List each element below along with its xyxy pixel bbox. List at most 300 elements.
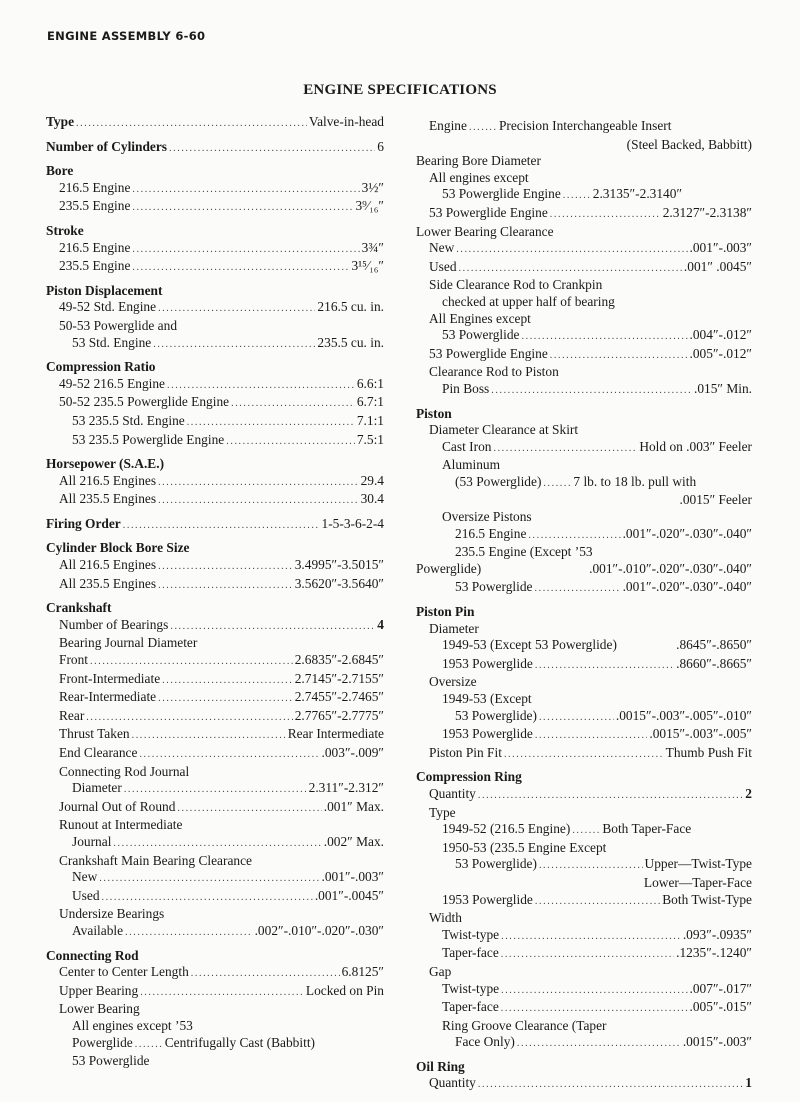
dot-leader xyxy=(491,383,692,400)
dot-leader xyxy=(231,396,355,413)
spec-value: Upper—Twist-Type xyxy=(644,856,752,872)
dot-leader xyxy=(550,348,688,365)
spec-label: Oversize xyxy=(429,674,477,690)
dot-leader xyxy=(139,747,319,764)
dot-leader xyxy=(478,788,743,805)
spec-label: 50-52 235.5 Powerglide Engine xyxy=(59,394,230,410)
spec-section xyxy=(46,456,384,510)
spec-value: .003″-.009″ xyxy=(321,745,384,760)
spec-value: .002″ Max. xyxy=(323,833,384,849)
spec-row xyxy=(416,439,752,458)
spec-label: Connecting Rod Journal xyxy=(59,763,190,779)
spec-label: Diameter xyxy=(429,620,479,636)
spec-label: 235.5 Engine xyxy=(59,258,131,274)
spec-label: Compression Ring xyxy=(416,769,522,785)
spec-label: Compression Ratio xyxy=(46,359,156,375)
spec-value: Valve-in-head xyxy=(308,114,384,129)
section-heading xyxy=(46,359,384,376)
spec-row xyxy=(416,153,752,170)
dot-leader xyxy=(158,578,293,595)
dot-leader xyxy=(86,710,292,727)
spec-value: Rear Intermediate xyxy=(287,726,384,742)
spec-value: 235.5 cu. in. xyxy=(317,334,384,350)
section-heading xyxy=(46,114,384,133)
spec-value: 3.4995″-3.5015″ xyxy=(294,557,384,573)
spec-row xyxy=(416,526,752,545)
spec-value: 3¹⁵⁄₁₆″ xyxy=(351,258,384,274)
spec-row xyxy=(46,780,384,799)
section-heading xyxy=(416,1059,752,1076)
spec-label: Crankshaft Main Bearing Clearance xyxy=(59,852,252,868)
dot-leader xyxy=(459,261,682,278)
spec-row xyxy=(416,821,752,840)
dot-leader xyxy=(99,871,319,888)
spec-value: 2 xyxy=(745,785,752,801)
spec-section xyxy=(46,139,384,158)
spec-row xyxy=(416,964,752,981)
spec-row xyxy=(416,674,752,691)
dot-leader xyxy=(478,1077,743,1094)
spec-row xyxy=(416,170,752,187)
dot-leader xyxy=(76,116,307,133)
spec-value: 2.7145″-2.7155″ xyxy=(294,670,384,686)
spec-label: Stroke xyxy=(46,222,84,238)
spec-value: 6.8125″ xyxy=(341,964,384,980)
spec-label: All 216.5 Engines xyxy=(59,557,157,573)
spec-label: 216.5 Engine xyxy=(59,179,131,195)
spec-section xyxy=(46,540,384,594)
dot-leader xyxy=(539,710,614,727)
spec-row xyxy=(46,726,384,745)
spec-row xyxy=(416,327,752,346)
spec-row xyxy=(416,474,752,493)
spec-label: 53 Powerglide Engine xyxy=(442,186,561,202)
dot-leader xyxy=(535,658,674,675)
spec-label: Twist-type xyxy=(442,980,500,996)
spec-row xyxy=(416,277,752,294)
spec-label: Aluminum xyxy=(442,457,501,473)
spec-label: Pin Boss xyxy=(442,380,490,396)
spec-value: 2.3135″-2.3140″ xyxy=(592,186,683,202)
spec-label: Piston Pin xyxy=(416,604,475,620)
spec-label: 1953 Powerglide xyxy=(442,726,533,742)
spec-label: Number of Cylinders xyxy=(46,138,168,154)
spec-label: 53 Powerglide) xyxy=(455,707,537,723)
dot-leader xyxy=(153,337,315,354)
spec-section xyxy=(46,948,384,1070)
spec-row xyxy=(46,869,384,888)
spec-label: Engine xyxy=(429,118,467,133)
section-heading xyxy=(416,604,752,621)
dot-leader xyxy=(504,747,664,764)
spec-row xyxy=(46,888,384,907)
spec-value: 3⁹⁄₁₆″ xyxy=(355,198,384,214)
spec-row xyxy=(46,983,384,1002)
spec-row xyxy=(416,364,752,381)
spec-row xyxy=(46,413,384,432)
spec-value: .001″-.003″ xyxy=(321,869,384,885)
spec-value: .0015″-.003″-.005″-.010″ xyxy=(615,707,752,723)
dot-leader xyxy=(501,929,681,946)
section-heading xyxy=(46,283,384,300)
dot-leader xyxy=(132,182,359,199)
dot-leader xyxy=(158,475,358,492)
spec-row xyxy=(46,335,384,354)
spec-label: 235.5 Engine xyxy=(59,198,131,214)
dot-leader xyxy=(501,947,674,964)
spec-label: 53 Powerglide Engine xyxy=(429,204,548,220)
dot-leader xyxy=(90,654,293,671)
spec-value: .005″-.015″ xyxy=(689,999,752,1015)
spec-label: Upper Bearing xyxy=(59,982,139,998)
section-heading xyxy=(46,139,384,158)
spec-value: 6.6:1 xyxy=(356,375,384,391)
spec-row xyxy=(46,180,384,199)
spec-label: 53 Std. Engine xyxy=(72,334,152,350)
spec-row xyxy=(46,964,384,983)
spec-label: Piston Displacement xyxy=(46,282,163,298)
spec-value: 4 xyxy=(377,616,384,632)
spec-row xyxy=(416,637,752,656)
spec-label: All Engines except xyxy=(429,310,531,326)
dot-leader xyxy=(170,619,375,636)
spec-value: 2.7765″-2.7775″ xyxy=(294,707,384,723)
spec-row xyxy=(46,491,384,510)
spec-row xyxy=(416,544,752,561)
spec-label: 53 Powerglide Engine xyxy=(429,345,548,361)
spec-row xyxy=(416,726,752,745)
dot-leader xyxy=(528,528,620,545)
section-heading xyxy=(46,948,384,965)
spec-label: Number of Bearings xyxy=(59,616,169,632)
spec-section xyxy=(416,1059,752,1094)
spec-section xyxy=(416,769,752,1053)
spec-label: Rear-Intermediate xyxy=(59,689,157,705)
spec-label: Front xyxy=(59,652,89,668)
spec-section xyxy=(46,283,384,353)
spec-label: Available xyxy=(72,922,124,938)
spec-value: .001″ .0045″ xyxy=(683,258,752,274)
spec-label: Connecting Rod xyxy=(46,947,139,963)
spec-label: Ring Groove Clearance (Taper xyxy=(442,1017,607,1033)
spec-row xyxy=(46,376,384,395)
spec-label: Bearing Journal Diameter xyxy=(59,635,198,651)
spec-label: 49-52 Std. Engine xyxy=(59,299,157,315)
spec-value: 6 xyxy=(377,138,384,154)
spec-row xyxy=(46,1053,384,1070)
spec-label: Type xyxy=(429,804,456,820)
spec-section xyxy=(46,516,384,535)
spec-section xyxy=(416,118,752,400)
spec-row xyxy=(46,799,384,818)
spec-value: .8660″-.8665″ xyxy=(676,655,752,671)
spec-label: 1953 Powerglide xyxy=(442,655,533,671)
spec-row xyxy=(416,346,752,365)
spec-value: Hold on .003″ Feeler xyxy=(639,438,752,454)
spec-value: .001″-.020″-.030″-.040″ xyxy=(622,579,752,595)
spec-label: All 235.5 Engines xyxy=(59,575,157,591)
section-heading xyxy=(46,540,384,557)
spec-row xyxy=(416,259,752,278)
spec-label: Type xyxy=(46,114,75,129)
spec-row xyxy=(46,240,384,259)
spec-row xyxy=(46,394,384,413)
spec-label: Cylinder Block Bore Size xyxy=(46,540,190,556)
dot-leader xyxy=(456,242,687,259)
spec-label: Powerglide xyxy=(72,1034,133,1050)
spec-value: 30.4 xyxy=(360,491,384,507)
spec-section xyxy=(46,163,384,217)
spec-row xyxy=(416,999,752,1018)
dot-leader xyxy=(501,983,687,1000)
spec-row xyxy=(416,927,752,946)
spec-row xyxy=(46,576,384,595)
spec-label: End Clearance xyxy=(59,745,138,760)
dot-leader xyxy=(177,801,321,818)
spec-label: All engines except xyxy=(429,169,529,185)
spec-row xyxy=(416,224,752,241)
spec-row xyxy=(416,381,752,400)
spec-row xyxy=(416,840,752,857)
spec-row xyxy=(416,856,752,875)
spec-label: Crankshaft xyxy=(46,600,112,616)
spec-value: Lower—Taper-Face xyxy=(643,874,752,890)
spec-row xyxy=(46,652,384,671)
dot-leader xyxy=(162,673,293,690)
spec-row xyxy=(416,945,752,964)
spec-label: Twist-type xyxy=(442,926,500,942)
dot-leader xyxy=(563,188,591,205)
spec-value: .007″-.017″ xyxy=(689,980,752,996)
spec-row xyxy=(416,805,752,822)
spec-row xyxy=(416,561,752,580)
spec-label: 1949-53 (Except 53 Powerglide) xyxy=(442,637,617,653)
spec-row xyxy=(46,923,384,942)
dot-leader xyxy=(140,985,304,1002)
dot-leader xyxy=(123,518,320,535)
spec-row xyxy=(46,198,384,217)
spec-label: checked at upper half of bearing xyxy=(442,293,615,309)
spec-label: 53 Powerglide xyxy=(442,327,520,343)
spec-value: .001″-.010″-.020″-.030″-.040″ xyxy=(589,560,752,576)
spec-row xyxy=(416,579,752,598)
spec-label: Front-Intermediate xyxy=(59,670,161,686)
spec-row xyxy=(416,294,752,311)
spec-label: Taper-face xyxy=(442,999,499,1015)
spec-label: Journal Out of Round xyxy=(59,798,176,814)
spec-row xyxy=(416,137,752,154)
spec-value: 2.311″-2.312″ xyxy=(308,780,384,796)
page-title: ENGINE SPECIFICATIONS xyxy=(303,82,497,98)
spec-value: .001″-.0045″ xyxy=(314,887,384,903)
spec-label: (53 Powerglide) xyxy=(455,473,542,489)
spec-row xyxy=(416,1034,752,1053)
spec-row xyxy=(46,617,384,636)
section-heading xyxy=(416,769,752,786)
spec-label: Lower Bearing xyxy=(59,1001,140,1017)
spec-row xyxy=(46,689,384,708)
spec-label: Rear xyxy=(59,707,85,723)
dot-leader xyxy=(535,728,647,745)
spec-value: 29.4 xyxy=(360,472,384,488)
dot-leader xyxy=(572,823,600,840)
dot-leader xyxy=(187,415,355,432)
spec-row xyxy=(416,981,752,1000)
spec-row xyxy=(46,708,384,727)
spec-value: Centrifugally Cast (Babbitt) xyxy=(164,1034,315,1050)
spec-row xyxy=(416,509,752,526)
spec-label: Quantity xyxy=(429,785,476,801)
dot-leader xyxy=(167,378,355,395)
dot-leader xyxy=(158,301,315,318)
spec-label: Center to Center Length xyxy=(59,964,189,980)
spec-label: Powerglide) xyxy=(416,560,482,576)
spec-label: 53 235.5 Std. Engine xyxy=(72,412,185,428)
spec-row xyxy=(416,1018,752,1035)
spec-value: .002″-.010″-.020″-.030″ xyxy=(254,922,384,938)
spec-value: 7.5:1 xyxy=(356,431,384,447)
spec-row xyxy=(46,432,384,451)
spec-value: Both Taper-Face xyxy=(602,821,692,837)
spec-row xyxy=(46,473,384,492)
spec-row xyxy=(416,118,752,137)
spec-row xyxy=(46,258,384,277)
spec-value: 1 xyxy=(745,1075,752,1091)
spec-label: Diameter xyxy=(72,780,122,796)
spec-row xyxy=(46,635,384,652)
spec-label: Firing Order xyxy=(46,515,121,531)
spec-label: Thrust Taken xyxy=(59,726,130,742)
spec-label: All 235.5 Engines xyxy=(59,491,157,507)
spec-value: Both Twist-Type xyxy=(662,891,752,907)
spec-value: .1235″-.1240″ xyxy=(676,945,752,961)
spec-value: 3¾″ xyxy=(361,239,384,255)
spec-label: New xyxy=(429,240,455,256)
spec-row xyxy=(46,1018,384,1035)
spec-row xyxy=(416,892,752,911)
spec-value: .005″-.012″ xyxy=(689,345,752,361)
spec-value: 2.6835″-2.6845″ xyxy=(294,652,384,668)
spec-row xyxy=(46,906,384,923)
spec-value: 7 lb. to 18 lb. pull with xyxy=(573,473,697,489)
section-heading xyxy=(46,456,384,473)
dot-leader xyxy=(226,434,355,451)
spec-label: Oversize Pistons xyxy=(442,509,532,525)
spec-row xyxy=(416,492,752,509)
spec-row xyxy=(46,1001,384,1018)
spec-row xyxy=(46,764,384,781)
spec-label: Taper-face xyxy=(442,945,499,961)
spec-row xyxy=(416,621,752,638)
spec-row xyxy=(416,186,752,205)
spec-label: Horsepower (S.A.E.) xyxy=(46,456,165,472)
spec-value: (Steel Backed, Babbitt) xyxy=(626,136,752,152)
dot-leader xyxy=(158,559,293,576)
spec-label: Bore xyxy=(46,163,74,179)
spec-section xyxy=(46,359,384,450)
page-header: ENGINE ASSEMBLY 6-60 xyxy=(47,29,206,43)
spec-row xyxy=(46,834,384,853)
spec-label: Bearing Bore Diameter xyxy=(416,153,541,169)
spec-label: 1949-52 (216.5 Engine) xyxy=(442,821,571,837)
spec-row xyxy=(416,1075,752,1094)
section-heading xyxy=(46,163,384,180)
spec-row xyxy=(416,786,752,805)
dot-leader xyxy=(493,441,637,458)
dot-leader xyxy=(125,925,253,942)
dot-leader xyxy=(135,1037,163,1054)
spec-value: 7.1:1 xyxy=(356,412,384,428)
dot-leader xyxy=(522,329,688,346)
spec-row xyxy=(46,817,384,834)
spec-label: Lower Bearing Clearance xyxy=(416,223,554,239)
dot-leader xyxy=(535,581,621,598)
spec-label: Side Clearance Rod to Crankpin xyxy=(429,277,603,293)
spec-row xyxy=(416,656,752,675)
spec-value: .001″-.020″-.030″-.040″ xyxy=(622,525,752,541)
dot-leader xyxy=(102,890,313,907)
spec-label: Journal xyxy=(72,833,112,849)
dot-leader xyxy=(469,120,497,137)
section-heading xyxy=(46,516,384,535)
spec-value: 2.3127″-2.3138″ xyxy=(662,204,752,220)
spec-label: Cast Iron xyxy=(442,438,492,454)
section-heading xyxy=(416,406,752,423)
spec-label: 53 Powerglide) xyxy=(455,856,537,872)
spec-label: 235.5 Engine (Except ’53 xyxy=(455,544,593,560)
dot-leader xyxy=(539,858,643,875)
spec-label: Face Only) xyxy=(455,1034,515,1050)
spec-row xyxy=(416,745,752,764)
dot-leader xyxy=(132,242,359,259)
spec-row xyxy=(46,299,384,318)
spec-value: 216.5 cu. in. xyxy=(317,299,384,315)
spec-section xyxy=(416,604,752,763)
spec-row xyxy=(416,422,752,439)
spec-row xyxy=(416,708,752,727)
dot-leader xyxy=(132,200,353,217)
dot-leader xyxy=(158,691,293,708)
spec-label: 50-53 Powerglide and xyxy=(59,317,178,333)
spec-label: Runout at Intermediate xyxy=(59,817,183,833)
spec-label: Piston Pin Fit xyxy=(429,744,502,760)
spec-row xyxy=(46,1035,384,1054)
spec-label: Used xyxy=(72,887,100,903)
spec-label: Oil Ring xyxy=(416,1058,465,1074)
spec-label: 53 Powerglide xyxy=(455,579,533,595)
dot-leader xyxy=(132,728,286,745)
spec-label: Piston xyxy=(416,405,452,421)
dot-leader xyxy=(501,1001,688,1018)
spec-value: .0015″-.003″ xyxy=(682,1034,752,1050)
spec-label: 1950-53 (235.5 Engine Except xyxy=(442,839,607,855)
spec-value: 1-5-3-6-2-4 xyxy=(321,515,384,531)
spec-row xyxy=(46,671,384,690)
spec-row xyxy=(416,910,752,927)
spec-value: 3½″ xyxy=(361,179,384,195)
dot-leader xyxy=(169,141,375,158)
spec-value: .001″ Max. xyxy=(323,798,384,814)
spec-value: Locked on Pin xyxy=(305,982,384,998)
spec-row xyxy=(416,875,752,892)
spec-value: 2.7455″-2.7465″ xyxy=(294,689,384,705)
spec-value: 3.5620″-3.5640″ xyxy=(294,575,384,591)
spec-row xyxy=(46,745,384,764)
spec-label: Width xyxy=(429,910,462,926)
spec-value: Thumb Push Fit xyxy=(665,744,752,760)
spec-label: 1953 Powerglide xyxy=(442,891,533,907)
spec-row xyxy=(46,853,384,870)
